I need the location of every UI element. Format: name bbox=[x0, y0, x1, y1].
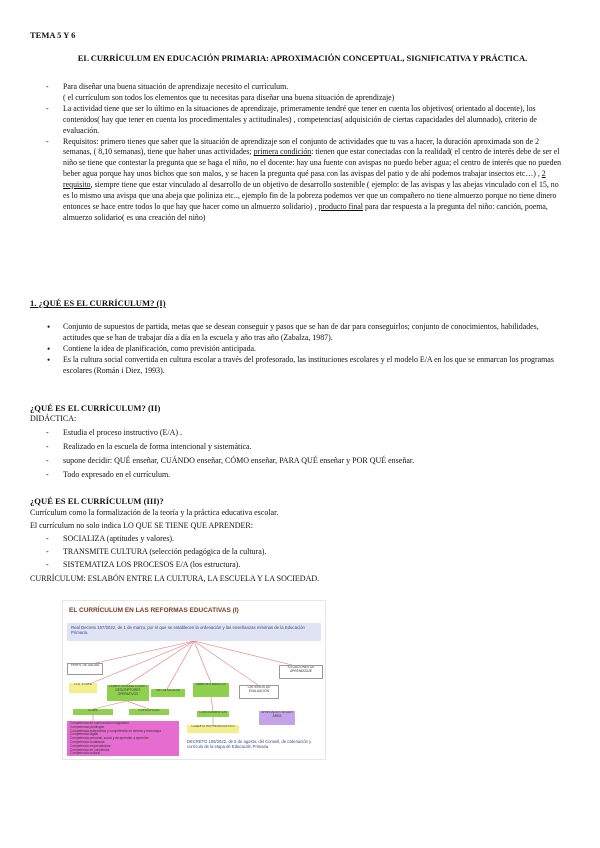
curriculum-diagram bbox=[62, 600, 326, 760]
list-item-text: Contiene la idea de planificación, como previsión anticipada. bbox=[63, 343, 257, 353]
section-3-line: El currículum no solo indica LO QUE SE TIENE QUE APRENDER: bbox=[30, 521, 253, 530]
intro-item-text: para dar respuesta a la pregunta del niño: canción, poema, almuerzo solidario( es una creación del niño) bbox=[63, 201, 548, 222]
diagram-list-item: Competencia en comunicación lingüística bbox=[70, 721, 129, 725]
list-item: • Es la cultura social convertida en cultura escolar a través del profesorado, las instituciones escolares y el modelo E/A en los que se enmarcan los programas escolares (Román i Diez, 1993). bbox=[47, 354, 554, 375]
underlined-term: producto final bbox=[318, 201, 363, 211]
diagram-criterios-box: CRITERIOS DE EVALUACIÓN bbox=[239, 685, 279, 699]
list-item: - Todo expresado en el currículum. bbox=[46, 469, 171, 479]
diagram-list-item: Competencia ciudadana bbox=[70, 739, 105, 744]
intro-item-text: Requisitos: primero tienes que saber que la situación de aprendizaje son el conjunto de actividades que tu vas a hacer, la duración aproximada son de 2 semanas, ( 8,10 semanas), tiene que haber unas actividades; bbox=[63, 136, 540, 157]
intro-item: - La actividad tiene que ser lo último en la situaciones de aprendizaje, primeramente tendré que tener en cuenta los objetivos( orientado al docente), los contenidos( hay que tener en cuenta los procedimentales y actitudinales) , competencias( adquisición de ciertas capacidades del alumnado), criterio de evaluación. bbox=[46, 103, 537, 135]
list-item: - SOCIALIZA (aptitudes y valores). bbox=[46, 534, 175, 543]
diagram-list-item: Competencia plurilingüe bbox=[70, 724, 105, 729]
diagram-situaciones-box: SITUACIONES DE APRENDIZAJE bbox=[279, 665, 323, 679]
list-item-text: TRANSMITE CULTURA (selección pedagógica de la cultura). bbox=[63, 546, 267, 556]
underlined-term: 2 requisito bbox=[63, 169, 546, 190]
section-number: 1. bbox=[30, 298, 39, 308]
diagram-title: EL CURRÍCULUM EN LAS REFORMAS EDUCATIVAS (I) bbox=[69, 607, 239, 614]
list-item: - Realizado en la escuela de forma intencional y sistemática. bbox=[46, 441, 252, 451]
section-3-list bbox=[46, 534, 266, 571]
section-3-closing: CURRÍCULUM: ESLABÓN ENTRE LA CULTURA, LA ESCUELA Y LA SOCIEDAD. bbox=[30, 574, 320, 583]
underlined-term: primera condición bbox=[253, 147, 312, 157]
list-item: • Contiene la idea de planificación, como previsión anticipada. bbox=[47, 343, 257, 354]
diagram-list-item: Competencia cultural bbox=[70, 751, 100, 756]
diagram-competencias-list bbox=[67, 721, 179, 756]
diagram-list-item: Competencia emprendedora bbox=[70, 743, 111, 748]
diagram-list-item: Competencia personal, social y de aprender a aprender bbox=[70, 736, 149, 741]
diagram-decreto-box: DECRETO 106/2022, de 5 de agosto, del Consell, de ordenación y currículo de la etapa de Educación Primaria. bbox=[187, 739, 312, 749]
list-item: - supone decidir: QUÉ enseñar, CUÁNDO enseñar, CÓMO enseñar, PARA QUÉ enseñar y POR QUÉ enseñar. bbox=[46, 455, 415, 465]
list-item: - SISTEMATIZA LOS PROCESOS E/A (los estructura). bbox=[46, 559, 241, 569]
diagram-perfil-box: PERFIL DE SALIDA bbox=[67, 663, 103, 675]
diagram-apartados-box: APARTADOS SEGÚN ÁREA bbox=[259, 711, 295, 725]
diagram-decree-box: Real Decreto 157/2022, de 1 de marzo, por el que se establecen la ordenación y las enseñanzas mínimas de la Educación Primaria. bbox=[67, 623, 321, 641]
diagram-clave-box: CLAVE bbox=[73, 709, 113, 715]
list-item: - Estudia el proceso instructivo (E/A) . bbox=[46, 428, 183, 437]
list-item-text: supone decidir: QUÉ enseñar, CUÁNDO enseñar, CÓMO enseñar, PARA QUÉ enseñar y POR QUÉ enseñar. bbox=[63, 455, 415, 465]
intro-item: - Requisitos: primero tienes que saber que la situación de aprendizaje son el conjunto de actividades que tu vas a hacer, la duración aproximada son de 2 semanas, ( 8,10 semanas), tiene que haber unas actividades; primera condición: tienen que estar conectadas con la realidad( el centro de interés debe de ser el niño se tiene que contestar la pregunta que se haga el niño, no el docente: hay una fuente con avispas no puedo beber agua; el centro de interés que no pueden beber agua porque hay unos bichos que son malos, y se hacen la pregunta qué pasa con las avispas del patio y de ahí podemos trabajar insectos etc…) , 2 requisito, siempre tiene que estar vinculado al desarrollo de un objetivo de desarrollo sostenible ( ejemplo: de las avispas y las abejas vinculado con el 15, no es lo mismo una avispa que una abeja que poliniza etc.., ejemplo fin de la pobreza podemos ver que un compañero no tiene almuerzo porque no tiene dinero entonces se hace entre todos lo que hay que hacer como un almuerzo solidario) , producto final para dar respuesta a la pregunta del niño: canción, poema, almuerzo solidario( es una creación del niño) bbox=[46, 136, 562, 222]
section-3-line: Currículum como la formalización de la teoría y la práctica educativa escolar. bbox=[30, 508, 279, 517]
diagram-list-item: Competencia matemática y competencia en ciencia y tecnología bbox=[70, 728, 161, 733]
intro-list bbox=[46, 82, 566, 224]
diagram-list-item: Competencia en conciencia bbox=[70, 747, 110, 752]
intro-item-text: , siempre tiene que estar vinculado al desarrollo de un objetivo de desarrollo sostenible ( ejemplo: de las avispas y las abejas vinculado con el 15, no es lo mismo una avispa que una abeja que poliniza etc.., ejemplo fin de la pobreza podemos ver que un compañero no tiene almuerzo porque no tiene dinero entonces se hace entre todos lo que hay que hacer como un almuerzo solidario) , bbox=[63, 180, 559, 211]
section-3-heading: ¿QUÉ ES EL CURRÍCULUM (III)? bbox=[30, 496, 164, 506]
intro-item: - Para diseñar una buena situación de aprendizaje necesito el currículum. ( el currículum son todos los elementos que tu necesitas para diseñar una buena situación de aprendizaje) bbox=[46, 82, 395, 102]
topic-header: TEMA 5 Y 6 bbox=[30, 30, 76, 40]
diagram-metodologia-box: METODOLOGÍA bbox=[151, 689, 185, 697]
section-title: ¿QUÉ ES EL CURRÍCULUM? (I) bbox=[38, 298, 166, 308]
section-1-list bbox=[46, 322, 566, 377]
list-item-text: Conjunto de supuestos de partida, metas que se desean conseguir y pasos que se han de dar para conseguirlos; conjunto de conocimientos, habilidades, actitudes que se han de trabajar día a día en la escuela y año tras año (Zabalza, 1987). bbox=[63, 322, 539, 342]
intro-item-text: La actividad tiene que ser lo último en la situaciones de aprendizaje, primeramente tendré que tener en cuenta los objetivos( orientado al docente), los contenidos( hay que tener en cuenta los procedimentales y actitudinales) , competencias( adquisición de ciertas capacidades del alumnado), criterio de evaluación. bbox=[63, 103, 537, 135]
list-item-text: Realizado en la escuela de forma intencional y sistemática. bbox=[63, 441, 252, 451]
diagram-saberes-box: SABERES BÁSICOS bbox=[193, 683, 229, 697]
diagram-competencias-box: COMPETENCIAS CLAVE / DESCRIPTORES OPERATIVOS bbox=[107, 685, 149, 701]
section-2-label: DIDÁCTICA: bbox=[30, 414, 77, 423]
intro-item-text: Para diseñar una buena situación de aprendizaje necesito el currículum. ( el currículum son todos los elementos que tu necesitas para diseñar una buena situación de aprendizaje) bbox=[63, 82, 395, 102]
list-item-text: Es la cultura social convertida en cultura escolar a través del profesorado, las instituciones escolares y el modelo E/A en los que se enmarcan los programas escolares (Román i Diez, 1993). bbox=[63, 354, 554, 375]
section-2-list bbox=[46, 428, 414, 481]
document-title: EL CURRÍCULUM EN EDUCACIÓN PRIMARIA: APROXIMACIÓN CONCEPTUAL, SIGNIFICATIVA Y PRÁCTICA. bbox=[77, 53, 528, 63]
section-2-heading: ¿QUÉ ES EL CURRÍCULUM? (II) bbox=[30, 403, 161, 413]
list-item-text: Todo expresado en el currículum. bbox=[63, 469, 171, 479]
list-item: • Conjunto de supuestos de partida, metas que se desean conseguir y pasos que se han de dar para conseguirlos; conjunto de conocimientos, habilidades, actitudes que se han de trabajar día a día en la escuela y año tras año (Zabalza, 1987). bbox=[47, 322, 539, 342]
diagram-conocimientos-box: CONOCIMIENTOS bbox=[197, 711, 229, 717]
diagram-especificas-box: ESPECÍFICAS bbox=[129, 709, 169, 715]
diagram-list-item: Competencia digital bbox=[70, 732, 98, 737]
section-1-heading bbox=[30, 298, 166, 308]
diagram-cuadro-box: CUADRO REPRESENTATIVO bbox=[187, 725, 239, 733]
intro-item-text: : tienen que estar conectadas con la realidad( el centro de interés debe de ser el niño se tiene que contestar la pregunta que se haga el niño, no el docente: hay una fuente con avispas no puedo beber agua; el centro de interés que no pueden beber agua porque hay unos bichos que son malos, y se hacen la pregunta qué pasa con las avispas del patio y de ahí podemos trabajar insectos etc…) , bbox=[63, 147, 562, 179]
list-item-text: SOCIALIZA (aptitudes y valores). bbox=[63, 534, 175, 543]
diagram-og-box: O.G. ETAPA bbox=[69, 683, 97, 693]
list-item-text: SISTEMATIZA LOS PROCESOS E/A (los estructura). bbox=[63, 559, 241, 569]
list-item-text: Estudia el proceso instructivo (E/A) . bbox=[63, 428, 183, 437]
list-item: - TRANSMITE CULTURA (selección pedagógica de la cultura). bbox=[46, 546, 267, 556]
